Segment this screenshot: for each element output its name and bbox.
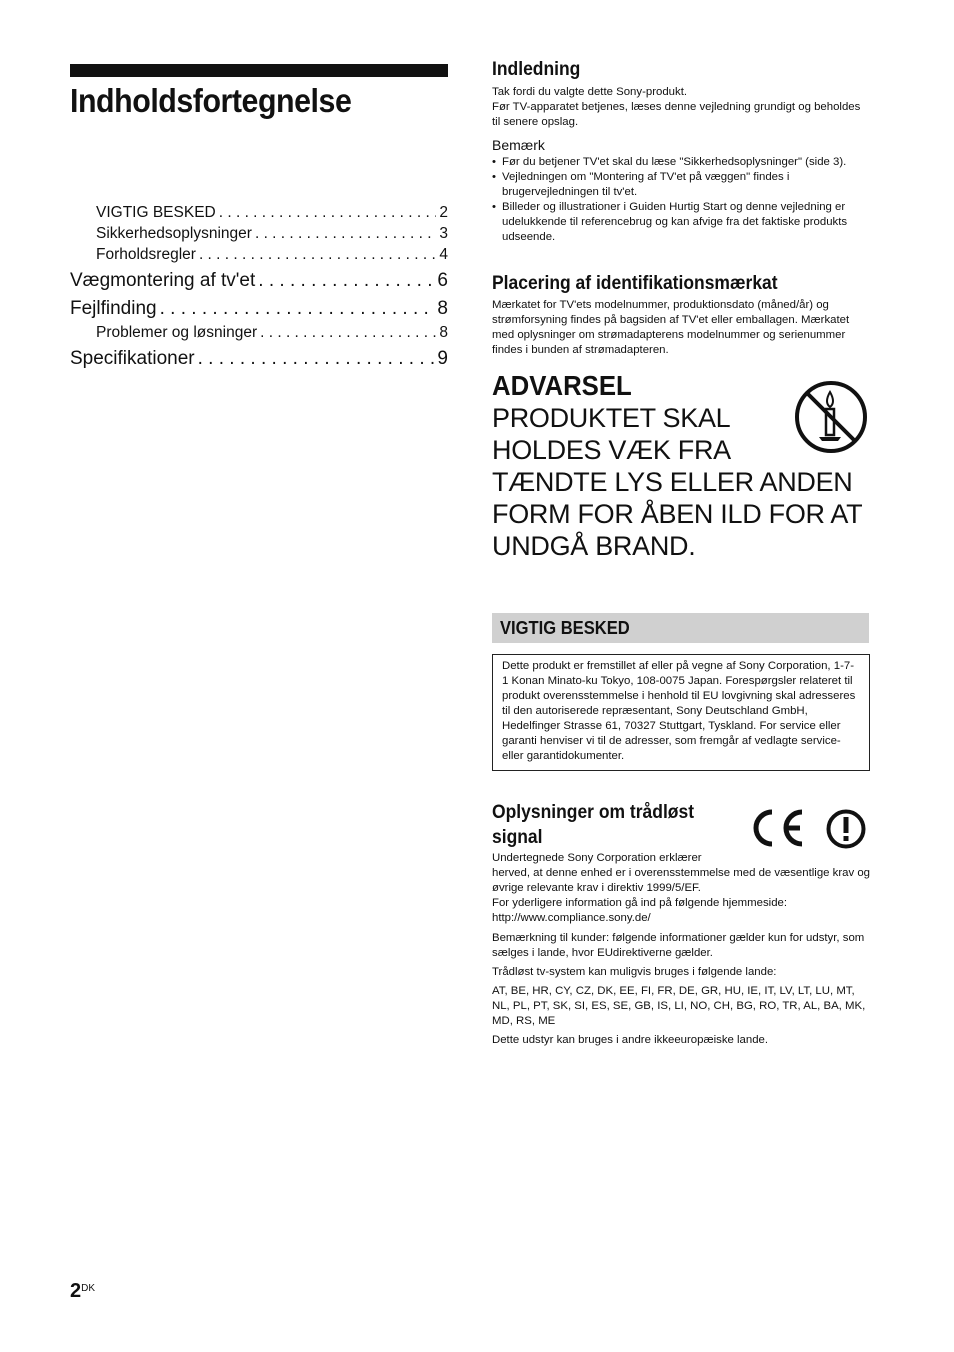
wireless-line: herved, at denne enhed er i overensstemmelse med de væsentlige krav og øvrige relevante krav i direktiv 1999/5/EF. (492, 867, 871, 894)
note-item: • Billeder og illustrationer i Guiden Hurtig Start og denne vejledning er udelukkende til referencebrug og kan afvige fra det faktiske produkts udseende. (492, 200, 870, 245)
toc-leader-dots (198, 346, 435, 372)
language-code: DK (81, 1283, 96, 1294)
toc-entry[interactable] (70, 296, 448, 322)
toc-entry-label: Vægmontering af tv'et (70, 270, 256, 291)
page-number (70, 1280, 95, 1303)
label-heading: Placering af identifikationsmærkat (492, 273, 778, 294)
intro-line: Før TV-apparatet betjenes, læses denne vejledning grundigt og beholdes til senere opslag. (492, 101, 861, 128)
toc-entry-page: 3 (439, 225, 448, 242)
note-heading: Bemærk (492, 137, 545, 153)
toc-entry[interactable] (70, 346, 448, 372)
compliance-url[interactable]: http://www.compliance.sony.de/ (492, 912, 651, 924)
warning-title: ADVARSEL (492, 370, 632, 401)
toc-leader-dots (260, 322, 436, 343)
wireless-line: Undertegnede Sony Corporation erklærer (492, 852, 702, 864)
no-candle-icon (793, 379, 869, 455)
warning-line: PRODUKTET SKAL (492, 403, 731, 433)
toc-entry-page: 8 (437, 298, 448, 319)
title-rule (70, 64, 448, 77)
ce-mark-icon (748, 808, 806, 848)
warning-line: UNDGÅ BRAND. (492, 531, 696, 561)
toc-entry-page: 6 (437, 270, 448, 291)
toc-entry[interactable] (70, 244, 448, 265)
toc-entry-page: 4 (439, 246, 448, 263)
intro-heading: Indledning (492, 59, 581, 80)
country-list: AT, BE, HR, CY, CZ, DK, EE, FI, FR, DE, GR, HU, IE, IT, LV, LT, LU, MT, NL, PL, PT, SK, SI, ES, SE, GB, IS, LI, NO, CH, BG, RO, TR, AL, BA, MK, MD, RS, ME (492, 985, 866, 1027)
wireless-line: For yderligere information gå ind på følgende hjemmeside: (492, 897, 788, 909)
toc-entry-label: VIGTIG BESKED (96, 204, 216, 221)
warning-line: FORM FOR ÅBEN ILD FOR AT (492, 499, 863, 529)
intro-text (492, 85, 870, 130)
toc-entry-page: 8 (439, 324, 448, 341)
wireless-paragraph: Bemærkning til kunder: følgende informationer gælder kun for udstyr, som sælges i lande, hvor EUdirektiverne gælder. (492, 932, 865, 959)
toc-leader-dots (199, 244, 436, 265)
wireless-text (492, 851, 870, 1048)
toc-entry-page: 2 (439, 204, 448, 221)
toc-title: Indholdsfortegnelse (70, 82, 352, 119)
label-section (492, 273, 870, 358)
page-number-value: 2 (70, 1280, 82, 1302)
label-text: Mærkatet for TV'ets modelnummer, produktionsdato (måned/år) og strømforsyning findes på bagsiden af TV'et eller emballagen. Mærkatet med oplysninger om strømadapterens modelnummer og serienummer findes i bunden af strømadapteren. (492, 299, 850, 356)
toc-entry-page: 9 (437, 348, 448, 369)
toc-leader-dots (160, 296, 435, 322)
alert-circle-icon (825, 808, 867, 850)
toc-entry-label: Fejlfinding (70, 298, 157, 319)
table-of-contents (70, 202, 448, 372)
toc-leader-dots (219, 202, 437, 223)
toc-entry-label: Specifikationer (70, 348, 195, 369)
warning-line: HOLDES VÆK FRA (492, 435, 731, 465)
toc-leader-dots (258, 268, 434, 294)
wireless-section (492, 802, 870, 1048)
note-item: • Før du betjener TV'et skal du læse "Sikkerhedsoplysninger" (side 3). (492, 155, 870, 170)
notice-box: Dette produkt er fremstillet af eller på vegne af Sony Corporation, 1-7-1 Konan Minato-ku Tokyo, 108-0075 Japan. Forespørgsler relateret til produkt overensstemmelse i henhold til EU lovgivning skal adresseres til den autoriserede repræsentant, Sony Deutschland GmbH, Hedelfinger Strasse 61, 70327 Stuttgart, Tyskland. For service eller garanti henviser vi til de adresser, som fremgår af vedlagte service- eller garantidokumenter. (492, 654, 870, 771)
wireless-paragraph: Dette udstyr kan bruges i andre ikkeeuropæiske lande. (492, 1034, 769, 1046)
toc-entry-label: Forholdsregler (96, 246, 196, 263)
intro-section (492, 59, 870, 245)
note-item: • Vejledningen om "Montering af TV'et på væggen" findes i brugervejledningen til tv'et. (492, 170, 870, 200)
warning-line: TÆNDTE LYS ELLER ANDEN (492, 467, 853, 497)
toc-leader-dots (255, 223, 436, 244)
toc-entry-label: Sikkerhedsoplysninger (96, 225, 252, 242)
notice-header (492, 613, 869, 643)
toc-entry[interactable] (70, 268, 448, 294)
toc-entry[interactable] (70, 223, 448, 244)
wireless-heading-line: Oplysninger om trådløst (492, 802, 695, 823)
toc-entry[interactable] (70, 202, 448, 223)
intro-line: Tak fordi du valgte dette Sony-produkt. (492, 86, 688, 98)
toc-entry-label: Problemer og løsninger (96, 324, 258, 341)
note-list (492, 155, 870, 245)
wireless-heading-line: signal (492, 827, 543, 848)
toc-entry[interactable] (70, 322, 448, 343)
wireless-paragraph: Trådløst tv-system kan muligvis bruges i følgende lande: (492, 966, 777, 978)
notice-heading: VIGTIG BESKED (500, 618, 630, 638)
